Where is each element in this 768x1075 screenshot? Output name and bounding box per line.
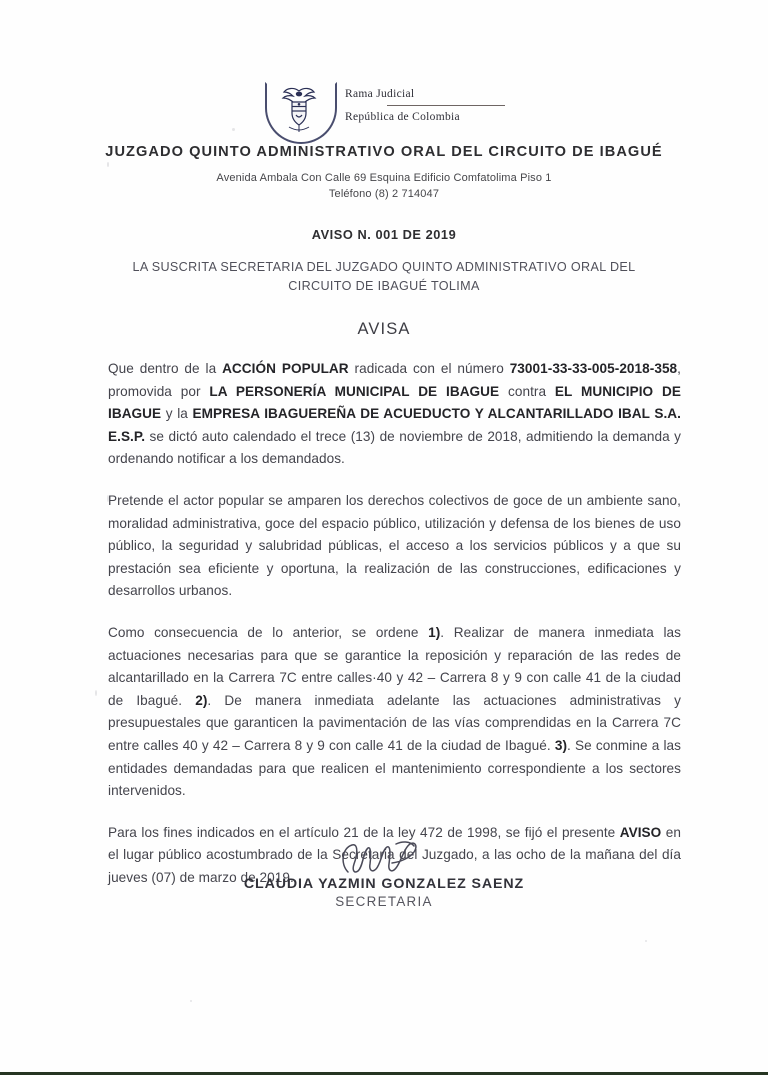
signature-block [0,838,768,909]
scan-speck [95,690,97,696]
letterhead-line-rama: Rama Judicial [345,88,415,100]
signatory-role: SECRETARIA [335,894,433,909]
handwritten-signature-icon [0,838,768,882]
notice-number: AVISO N. 001 DE 2019 [311,227,457,242]
signatory-name: CLAUDIA YAZMIN GONZALEZ SAENZ [243,876,525,892]
court-title: JUZGADO QUINTO ADMINISTRATIVO ORAL DEL CIRCUITO DE IBAGUÉ [105,144,663,160]
document-body [108,358,681,908]
notice-subscriber: LA SUSCRITA SECRETARIA DEL JUZGADO QUINTO ADMINISTRATIVO ORAL DEL CIRCUITO DE IBAGUÉ TOLIMA [132,260,636,293]
scan-speck [190,1000,192,1002]
colombia-coat-of-arms-seal-icon [263,82,337,138]
letterhead-line-republica: República de Colombia [345,111,460,123]
body-paragraph-4: Para los fines indicados en el artículo 21 de la ley 472 de 1998, se fijó el presente AVISO en el lugar público acostumbrado de la Secretaria del Juzgado, a las ocho de la mañana del día jueves (07) de marzo de 2019. [108,824,681,885]
court-contact [0,170,768,202]
court-phone: Teléfono (8) 2 714047 [328,188,440,200]
letterhead [0,82,768,138]
notice-verb: AVISA [357,320,411,338]
court-address: Avenida Ambala Con Calle 69 Esquina Edificio Comfatolima Piso 1 [216,172,552,184]
body-paragraph-1: Que dentro de la ACCIÓN POPULAR radicada con el número 73001-33-33-005-2018-358, promovida por LA PERSONERÍA MUNICIPAL DE IBAGUE contra EL MUNICIPIO DE IBAGUE y la EMPRESA IBAGUEREÑA DE ACUEDUCTO Y ALCANTARILLADO IBAL S.A. E.S.P. se dictó auto calendado el trece (13) de noviembre de 2018, admitiendo la demanda y ordenando notificar a los demandados. [108,361,681,467]
scan-speck [107,162,109,167]
body-paragraph-2: Pretende el actor popular se amparen los derechos colectivos de goce de un ambiente sano, moralidad administrativa, goce del espacio público, utilización y defensa de los bienes de uso público, la seguridad y salubridad públicas, el acceso a los servicios públicos y a que su prestación sea eficiente y oportuna, la realización de las construcciones, edificaciones y desarrollos urbanos. [108,492,681,599]
body-paragraph-3: Como consecuencia de lo anterior, se ordene 1). Realizar de manera inmediata las actuaciones necesarias para que se garantice la reposición y reparación de las redes de alcantarillado en la Carrera 7C entre calles·40 y 42 – Carrera 8 y 9 con calle 41 de la ciudad de Ibagué. 2). De manera inmediata adelante las actuaciones administrativas y presupuestales que garanticen la pavimentación de las vías comprendidas en la Carrera 7C entre calles 40 y 42 – Carrera 8 y 9 con calle 41 de la ciudad de Ibagué. 3). Se conmine a las entidades demandadas para que realicen el mantenimiento correspondiente a los sectores intervenidos. [108,624,681,799]
letterhead-divider [387,105,505,106]
scan-speck [645,940,647,942]
